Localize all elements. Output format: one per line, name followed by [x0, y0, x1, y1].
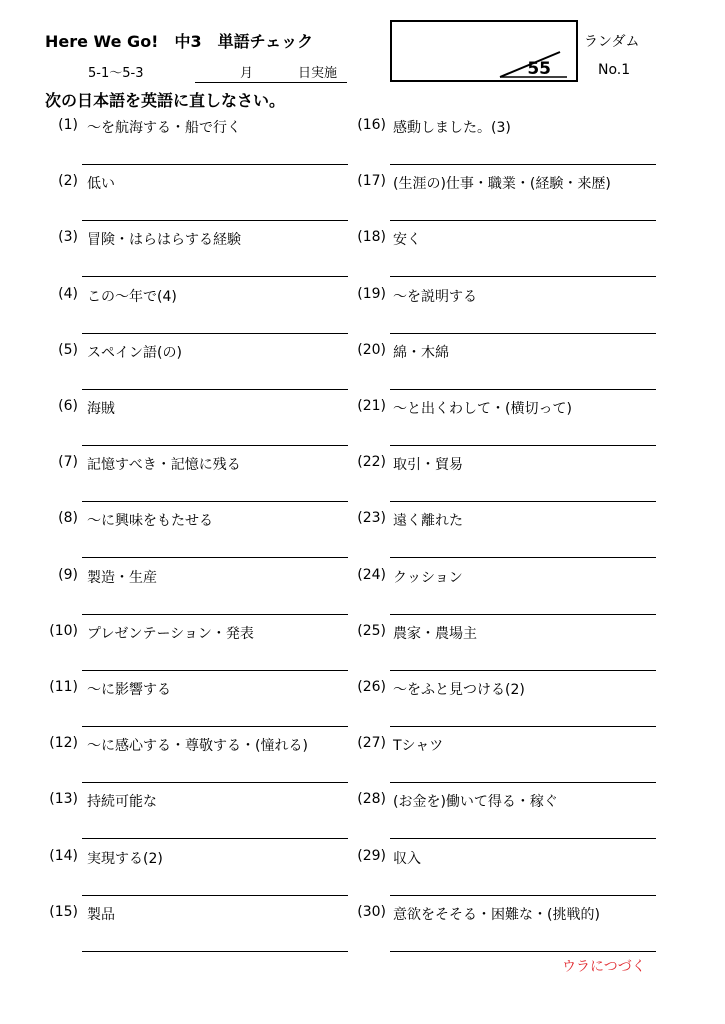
- question-text: 製造・生産: [87, 569, 157, 586]
- question-text: 持続可能な: [87, 794, 157, 811]
- question-text: 遠く離れた: [393, 513, 463, 530]
- answer-line[interactable]: [82, 670, 348, 671]
- answer-line[interactable]: [390, 445, 656, 446]
- question-text: 記憶すべき・記憶に残る: [87, 457, 241, 474]
- answer-line[interactable]: [390, 895, 656, 896]
- answer-line[interactable]: [82, 389, 348, 390]
- question-number: (5): [58, 341, 78, 358]
- answer-line[interactable]: [82, 838, 348, 839]
- unit-range: 5-1～5-3: [88, 66, 144, 81]
- question-number: (13): [49, 791, 78, 808]
- answer-line[interactable]: [390, 333, 656, 334]
- question-text: 実現する(2): [87, 850, 163, 867]
- question-text: 感動しました。(3): [393, 120, 511, 136]
- question-number: (11): [49, 679, 78, 695]
- question-text: ～に感心する・尊敬する・(憧れる): [87, 738, 308, 755]
- question-text: スペイン語(の): [87, 344, 182, 361]
- date-underline: [195, 82, 347, 83]
- question-text: 農家・農場主: [393, 625, 477, 642]
- question-text: 意欲をそそる・困難な・(挑戦的): [393, 906, 600, 923]
- answer-line[interactable]: [390, 614, 656, 615]
- question-text: 取引・貿易: [393, 457, 463, 474]
- answer-line[interactable]: [82, 445, 348, 446]
- question-text: 製品: [87, 906, 115, 923]
- answer-line[interactable]: [390, 220, 656, 221]
- question-number: (17): [357, 173, 386, 190]
- answer-line[interactable]: [390, 276, 656, 277]
- question-number: (22): [357, 454, 386, 471]
- question-number: (18): [357, 229, 386, 246]
- answer-line[interactable]: [82, 333, 348, 334]
- question-number: (12): [49, 735, 78, 752]
- question-number: (15): [49, 903, 78, 920]
- question-number: (14): [49, 847, 78, 864]
- question-number: (7): [58, 454, 78, 471]
- answer-line[interactable]: [82, 726, 348, 727]
- question-text: (お金を)働いて得る・稼ぐ: [393, 794, 558, 811]
- question-text: 海賊: [87, 401, 115, 417]
- question-number: (16): [357, 117, 386, 133]
- question-number: (1): [58, 117, 78, 133]
- mode-label: ランダム: [584, 34, 640, 50]
- instruction: 次の日本語を英語に直しなさい。: [45, 91, 286, 110]
- question-number: (3): [58, 229, 78, 246]
- question-text: 収入: [393, 850, 421, 867]
- answer-line[interactable]: [82, 276, 348, 277]
- question-text: この～年で(4): [87, 288, 177, 305]
- question-text: ～をふと見つける(2): [393, 682, 525, 698]
- answer-line[interactable]: [82, 557, 348, 558]
- answer-line[interactable]: [390, 951, 656, 952]
- question-text: ～を説明する: [393, 288, 477, 305]
- question-number: (9): [58, 566, 78, 583]
- answer-line[interactable]: [390, 501, 656, 502]
- answer-line[interactable]: [82, 501, 348, 502]
- answer-line[interactable]: [82, 782, 348, 783]
- question-number: (21): [357, 398, 386, 414]
- answer-line[interactable]: [82, 614, 348, 615]
- answer-line[interactable]: [82, 220, 348, 221]
- question-number: (23): [357, 510, 386, 527]
- answer-line[interactable]: [82, 951, 348, 952]
- score-total: 55: [527, 59, 551, 79]
- question-text: クッション: [393, 569, 463, 586]
- continue-note: ウラにつづく: [562, 959, 646, 975]
- answer-line[interactable]: [390, 782, 656, 783]
- question-number: (27): [357, 735, 386, 752]
- question-number: (10): [49, 622, 78, 639]
- question-text: 冒険・はらはらする経験: [87, 232, 241, 249]
- question-text: ～を航海する・船で行く: [87, 120, 241, 136]
- question-number: (29): [357, 847, 386, 864]
- question-number: (28): [357, 791, 386, 808]
- answer-line[interactable]: [390, 557, 656, 558]
- answer-line[interactable]: [82, 895, 348, 896]
- question-number: (6): [58, 398, 78, 414]
- question-number: (4): [58, 285, 78, 302]
- question-number: (8): [58, 510, 78, 527]
- worksheet-title: Here We Go! 中3 単語チェック: [45, 32, 314, 51]
- answer-line[interactable]: [390, 389, 656, 390]
- question-number: (30): [357, 903, 386, 920]
- answer-line[interactable]: [390, 670, 656, 671]
- answer-line[interactable]: [390, 838, 656, 839]
- question-text: プレゼンテーション・発表: [87, 625, 254, 642]
- question-text: ～と出くわして・(横切って): [393, 401, 572, 417]
- month-label: 月: [240, 66, 254, 81]
- question-text: ～に影響する: [87, 682, 171, 698]
- question-number: (19): [357, 285, 386, 302]
- score-box: [390, 20, 578, 82]
- answer-line[interactable]: [82, 164, 348, 165]
- question-text: (生涯の)仕事・職業・(経験・来歴): [393, 176, 611, 193]
- question-text: 安く: [393, 232, 421, 249]
- answer-line[interactable]: [390, 726, 656, 727]
- question-text: 綿・木綿: [393, 344, 449, 361]
- question-text: ～に興味をもたせる: [87, 513, 213, 530]
- question-text: 低い: [87, 176, 115, 193]
- date-label: 日実施: [298, 66, 338, 81]
- question-number: (25): [357, 622, 386, 639]
- score-slash: [392, 22, 580, 84]
- answer-line[interactable]: [390, 164, 656, 165]
- sheet-number: No.1: [598, 62, 631, 78]
- question-number: (20): [357, 341, 386, 358]
- question-number: (2): [58, 173, 78, 190]
- question-number: (26): [357, 679, 386, 695]
- question-number: (24): [357, 566, 386, 583]
- question-text: Tシャツ: [393, 738, 444, 755]
